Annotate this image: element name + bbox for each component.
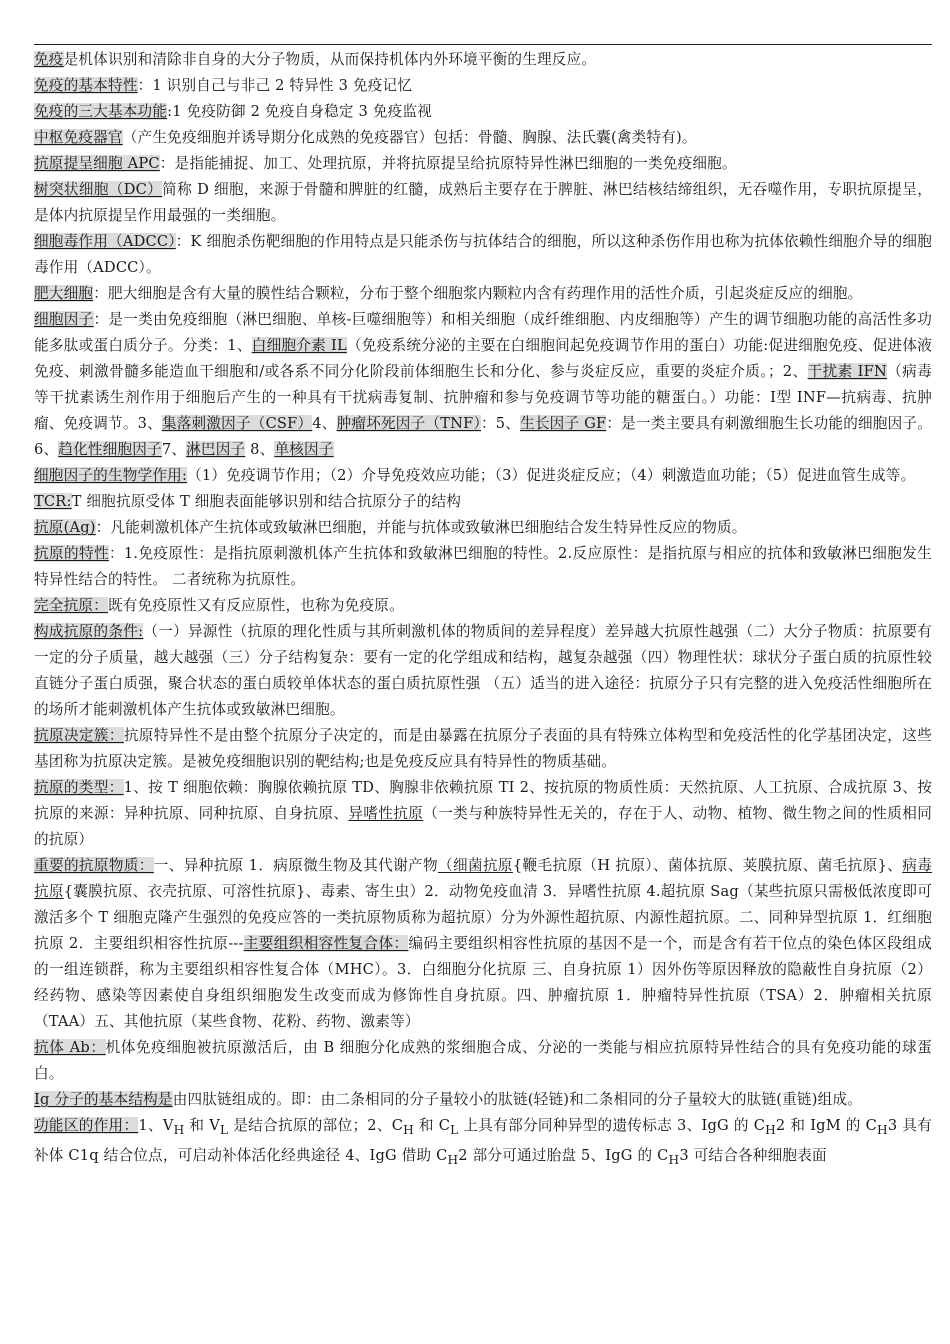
subscript: H: [403, 1122, 414, 1137]
definition: ：是一类主要具有刺激细胞生长功能的细胞因子。6、: [34, 415, 933, 458]
subscript: H: [173, 1122, 185, 1137]
term: 抗原(Ag): [34, 519, 96, 536]
subterm: （细菌抗原: [438, 857, 513, 874]
paragraph: [34, 723, 932, 775]
definition: ：是指能捕捉、加工、处理抗原，并将抗原提呈给抗原特异性淋巴细胞的一类免疫细胞。: [159, 155, 737, 172]
definition: ：1.免疫原性：是指抗原刺激机体产生抗体和致敏淋巴细胞的特性。2.反应原性：是指抗原与相应的抗体和致敏淋巴细胞发生特异性结合的特性。 二者统称为抗原性。: [34, 545, 932, 588]
subterm: 淋巴因子: [186, 441, 246, 458]
term: 构成抗原的条件:: [34, 623, 144, 640]
definition: （一）异源性（抗原的理化性质与其所刺激机体的物质间的差异程度）差异越大抗原性越强（二）大分子物质：抗原要有一定的分子质量，越大越强（三）分子结构复杂：要有一定的化学组成和结构，越复杂越强（四）物理性状：球状分子蛋白质的抗原性较直链分子蛋白质强，聚合状态的蛋白质较单体状态的蛋白质抗原性强 （五）适当的进入途径：抗原分子只有完整的进入免疫活性细胞所在的场所才能刺激机体产生抗体或致敏淋巴细胞。: [34, 623, 932, 718]
subscript: L: [450, 1122, 459, 1137]
definition: 3 具有补体 C1q 结合位点，可启动补体活化经典途径 4、IgG 借助 C: [34, 1117, 932, 1164]
paragraph: [34, 1035, 932, 1087]
definition: （病毒等干扰素诱生剂作用于细胞后产生的一种具有干扰病毒复制、抗肿瘤和参与免疫调节等功能的糖蛋白。）功能：Ⅰ型 INF—抗病毒、抗肿瘤、免疫调节。3、: [34, 363, 932, 432]
subterm: 异嗜性抗原: [348, 805, 424, 822]
subterm: 白细胞介素 IL: [251, 337, 347, 354]
page-cutoff: [0, 1284, 950, 1344]
definition: 4、: [312, 415, 337, 432]
definition: ：1 识别自己与非己 2 特异性 3 免疫记忆: [137, 77, 413, 94]
paragraph: [34, 853, 932, 1035]
term: 树突状细胞（DC）: [34, 181, 163, 198]
definition: 抗原特异性不是由整个抗原分子决定的，而是由暴露在抗原分子表面的具有特殊立体构型和免疫活性的化学基团决定，这些基团称为抗原决定簇。是被免疫细胞识别的靶结构;也是免疫反应具有特异性的物质基础。: [34, 727, 933, 770]
subterm: 主要组织相容性复合体：: [243, 935, 409, 952]
definition: 由四肽链组成的。即：由二条相同的分子量较小的肽链(轻链)和二条相同的分子量较大的肽链(重链)组成。: [172, 1091, 863, 1108]
definition: 2 部分可通过胎盘 5、IgG 的 C: [458, 1146, 669, 1164]
paragraph: [34, 47, 932, 73]
paragraph: [34, 125, 932, 151]
subterm: 干扰素 IFN: [807, 363, 887, 380]
definition: 机体免疫细胞被抗原激活后，由 B 细胞分化成熟的浆细胞合成、分泌的一类能与相应抗原特异性结合的具有免疫功能的球蛋白。: [34, 1039, 932, 1082]
paragraph: [34, 463, 932, 489]
definition: 是机体识别和清除非自身的大分子物质，从而保持机体内外环境平衡的生理反应。: [63, 51, 597, 68]
term: 功能区的作用：: [34, 1117, 139, 1134]
paragraph: [34, 281, 932, 307]
definition: 简称 D 细胞，来源于骨髓和脾脏的红髓，成熟后主要存在于脾脏、淋巴结核结缔组织，无吞噬作用，专职抗原提呈，是体内抗原提呈作用最强的一类细胞。: [34, 181, 932, 224]
definition: 是结合抗原的部位；2、C: [228, 1117, 404, 1134]
definition: （产生免疫细胞并诱导期分化成熟的免疫器官）包括：骨髓、胸腺、法氏囊(禽类特有)。: [122, 129, 697, 146]
definition: ：凡能刺激机体产生抗体或致敏淋巴细胞，并能与抗体或致敏淋巴细胞结合发生特异性反应的物质。: [95, 519, 747, 536]
subterm: 单核因子: [274, 441, 334, 458]
term: 抗原的特性: [34, 545, 109, 562]
term: Ig 分子的基本结构是: [34, 1091, 173, 1108]
definition: 3 可结合各种细胞表面: [679, 1146, 827, 1164]
definition: 8、: [245, 441, 275, 458]
term: 细胞因子的生物学作用:: [34, 467, 188, 484]
definition: 7、: [161, 441, 187, 458]
definition: （免疫系统分泌的主要在白细胞间起免疫调节作用的蛋白）功能:促进细胞免疫、促进体液免疫、刺激骨髓多能造血干细胞和/或各系不同分化阶段前体细胞生长和分化、参与炎症反应，重要的炎症介质。；2、: [34, 337, 932, 380]
subscript: L: [219, 1122, 229, 1137]
paragraph: [34, 99, 932, 125]
definition: 1、按 T 细胞依赖：胸腺依赖抗原 TD、胸腺非依赖抗原 TI 2、按抗原的物质性质：天然抗原、人工抗原、合成抗原 3、按抗原的来源：异种抗原、同种抗原、自身抗原、: [34, 779, 933, 822]
definition: （一类与种族特异性无关的，存在于人、动物、植物、微生物之间的性质相同的抗原）: [34, 805, 932, 848]
term: 免疫: [34, 51, 64, 68]
subscript: H: [447, 1152, 459, 1167]
term: TCR:: [34, 493, 72, 510]
document-body: [34, 47, 932, 1173]
paragraph: [34, 593, 932, 619]
definition: 1、V: [138, 1117, 174, 1134]
term: 抗原决定簇：: [34, 727, 124, 744]
paragraph: [34, 1113, 932, 1173]
term: 细胞毒作用（ADCC）: [34, 233, 176, 250]
definition: {鞭毛抗原（H 抗原）、菌体抗原、荚膜抗原、菌毛抗原}、: [512, 857, 903, 874]
paragraph: [34, 515, 932, 541]
subterm: 趋化性细胞因子: [58, 441, 162, 458]
definition: 2 和 IgM 的 C: [775, 1117, 878, 1134]
term: 免疫的三大基本功能: [34, 103, 168, 120]
definition: ：肥大细胞是含有大量的膜性结合颗粒，分布于整个细胞浆内颗粒内含有药理作用的活性介质，引起炎症反应的细胞。: [93, 285, 863, 302]
paragraph: [34, 151, 932, 177]
definition: ：5、: [480, 415, 521, 432]
subterm: 肿瘤坏死因子（TNF）: [336, 415, 481, 432]
paragraph: [34, 177, 932, 229]
definition: 和 C: [413, 1117, 451, 1134]
definition: ：是一类由免疫细胞（淋巴细胞、单核-巨噬细胞等）和相关细胞（成纤维细胞、内皮细胞等）产生的调节细胞功能的高活性多功能多肽或蛋白质分子。分类：1、: [34, 311, 932, 354]
paragraph: [34, 307, 932, 463]
term: 抗原提呈细胞 APC: [34, 155, 160, 172]
definition: T 细胞抗原受体 T 细胞表面能够识别和结合抗原分子的结构: [71, 493, 462, 510]
subscript: H: [668, 1152, 680, 1167]
paragraph: [34, 775, 932, 853]
term: 完全抗原：: [34, 597, 108, 614]
definition: （1）免疫调节作用；（2）介导免疫效应功能；（3）促进炎症反应；（4）刺激造血功能；（5）促进血管生成等。: [187, 467, 916, 484]
subscript: H: [765, 1122, 776, 1137]
paragraph: [34, 619, 932, 723]
header-rule: [34, 44, 932, 45]
subterm: 病毒抗原: [34, 857, 932, 900]
definition: {囊膜抗原、衣壳抗原、可溶性抗原}、毒素、寄生虫）2．动物免疫血清 3．异嗜性抗原 4.超抗原 Sag（某些抗原只需极低浓度即可激活多个 T 细胞克隆产生强烈的免疫应答的一类抗原物质称为超抗原）分为外源性超抗原、内源性超抗原。二、同种异型抗原 1．红细胞抗原 2．主要组织相容性抗原---: [34, 883, 933, 952]
paragraph: [34, 489, 932, 515]
term: 细胞因子: [34, 311, 94, 328]
subterm: 集落刺激因子（CSF）: [161, 415, 313, 432]
term: 免疫的基本特性: [34, 77, 138, 94]
paragraph: [34, 1087, 932, 1113]
subscript: H: [877, 1122, 888, 1137]
term: 抗体 Ab：: [34, 1039, 106, 1056]
term: 重要的抗原物质：: [34, 857, 154, 874]
term: 肥大细胞: [34, 285, 94, 302]
paragraph: [34, 73, 932, 99]
definition: 和 V: [184, 1117, 220, 1134]
term: 中枢免疫器官: [34, 129, 123, 146]
definition: 编码主要组织相容性抗原的基因不是一个，而是含有若干位点的染色体区段组成的一组连锁群，称为主要组织相容性复合体（MHC）。3．白细胞分化抗原 三、自身抗原 1）因外伤等原因释放的隐蔽性自身抗原（2）经药物、感染等因素使自身组织细胞发生改变而成为修饰性自身抗原。四、肿瘤抗原 1．肿瘤特异性抗原（TSA）2．肿瘤相关抗原（TAA）五、其他抗原（某些食物、花粉、药物、激素等）: [34, 935, 932, 1030]
definition: 一、异种抗原 1．病原微生物及其代谢产物: [153, 857, 438, 874]
definition: :1 免疫防御 2 免疫自身稳定 3 免疫监视: [167, 103, 433, 120]
paragraph: [34, 229, 932, 281]
subterm: 生长因子 GF: [520, 415, 607, 432]
definition: 既有免疫原性又有反应原性，也称为免疫原。: [107, 597, 404, 614]
definition: ：K 细胞杀伤靶细胞的作用特点是只能杀伤与抗体结合的细胞，所以这种杀伤作用也称为抗体依赖性细胞介导的细胞毒作用（ADCC）。: [34, 233, 932, 276]
term: 抗原的类型：: [34, 779, 124, 796]
definition: 上具有部分同种异型的遗传标志 3、IgG 的 C: [458, 1117, 766, 1134]
paragraph: [34, 541, 932, 593]
